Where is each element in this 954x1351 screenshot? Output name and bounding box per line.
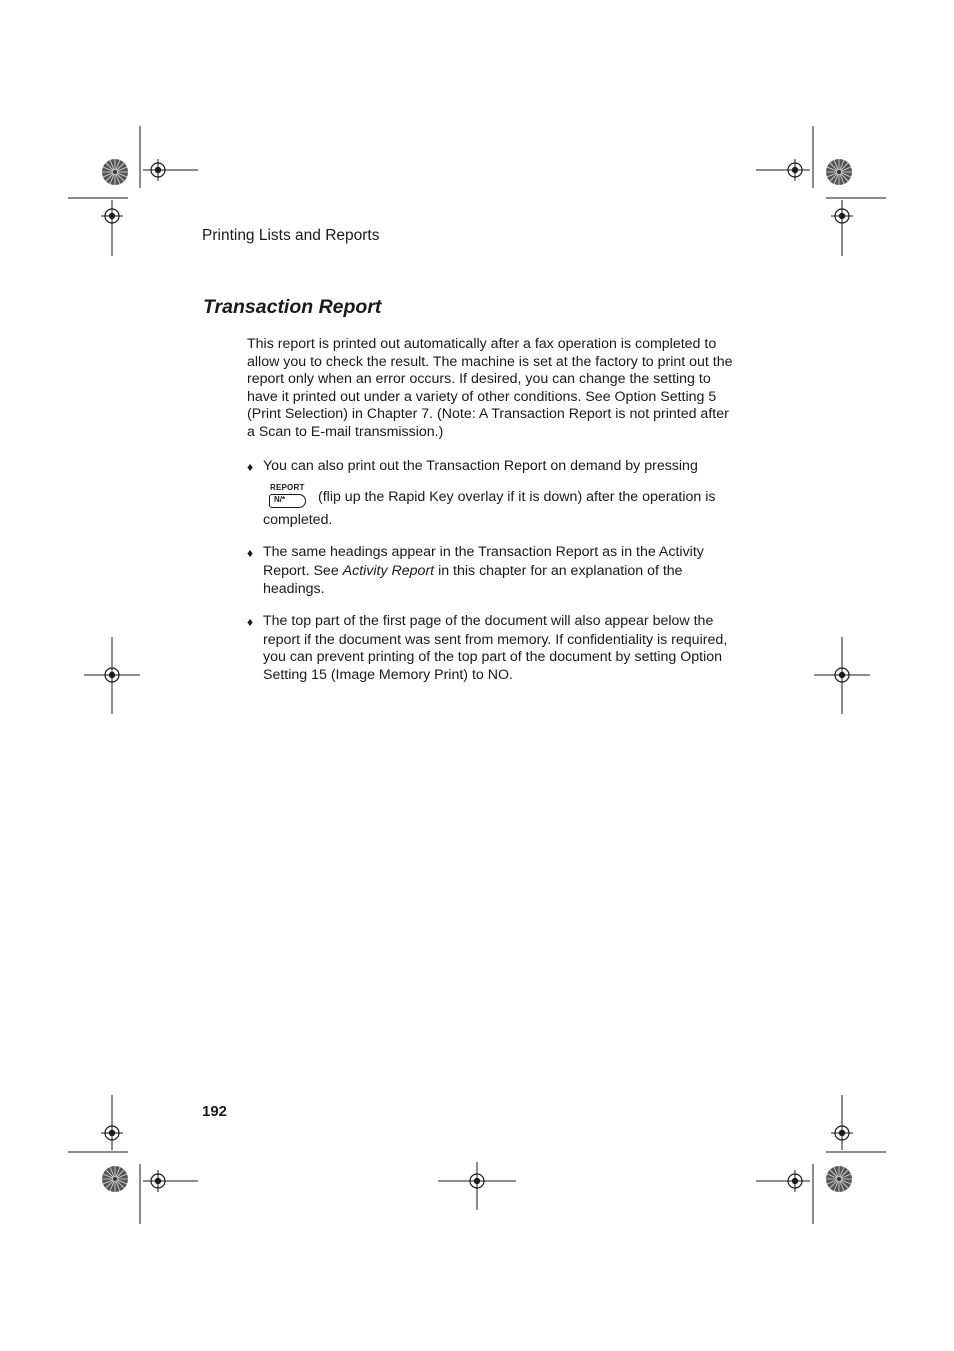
bullet-text: report if the document was sent from memory. If confidentiality is required, <box>263 632 728 648</box>
crosshair-icon <box>101 205 123 227</box>
crosshair-icon <box>831 664 853 686</box>
registration-star-icon <box>102 1166 128 1192</box>
crosshair-icon <box>466 1170 488 1192</box>
bullet-text: The same headings appear in the Transaction Report as in the Activity <box>263 544 704 560</box>
registration-star-icon <box>102 159 128 185</box>
report-key-cap <box>269 494 306 508</box>
crosshair-icon <box>147 1170 169 1192</box>
running-head: Printing Lists and Reports <box>202 227 380 244</box>
crosshair-icon <box>784 159 806 181</box>
bullet-text: Setting 15 (Image Memory Print) to NO. <box>263 667 513 683</box>
crosshair-icon <box>101 1122 123 1144</box>
bullet-text: completed. <box>263 512 333 528</box>
bullet-diamond-icon: ♦ <box>247 546 254 560</box>
bullet-text: you can prevent printing of the top part of the document by setting Option <box>263 649 723 665</box>
intro-paragraph <box>247 336 747 442</box>
report-key-icon <box>269 483 309 511</box>
cross-reference: Activity Report <box>342 563 435 579</box>
intro-line: a Scan to E-mail transmission.) <box>247 423 444 440</box>
intro-line: have it printed out under a variety of other conditions. See Option Setting 5 <box>247 388 717 405</box>
report-key-label: REPORT <box>270 483 305 492</box>
bullet-text <box>263 562 683 580</box>
crosshair-icon <box>831 1122 853 1144</box>
crosshair-icon <box>147 159 169 181</box>
section-title: Transaction Report <box>203 296 382 318</box>
registration-star-icon <box>826 1166 852 1192</box>
crosshair-icon <box>831 205 853 227</box>
report-key-cap-label: N/* <box>274 495 286 504</box>
bullet-text: (flip up the Rapid Key overlay if it is down) after the operation is <box>318 489 716 505</box>
bullet-text-segment: Report. See <box>263 563 343 579</box>
bullet-text: headings. <box>263 581 325 597</box>
crosshair-icon <box>784 1170 806 1192</box>
intro-line: This report is printed out automatically after a fax operation is completed to <box>247 336 717 352</box>
bullet-diamond-icon: ♦ <box>247 615 254 629</box>
crosshair-icon <box>101 664 123 686</box>
bullet-text: You can also print out the Transaction Report on demand by pressing <box>263 458 698 474</box>
bullet-diamond-icon: ♦ <box>247 460 254 474</box>
intro-line: report only when an error occurs. If desired, you can change the setting to <box>247 371 711 388</box>
page-number: 192 <box>202 1103 228 1120</box>
registration-star-icon <box>826 159 852 185</box>
intro-line: (Print Selection) in Chapter 7. (Note: A Transaction Report is not printed after <box>247 406 729 423</box>
bullet-text-segment: in this chapter for an explanation of the <box>434 563 683 579</box>
bullet-text: The top part of the first page of the document will also appear below the <box>263 613 714 629</box>
intro-line: allow you to check the result. The machine is set at the factory to print out the <box>247 353 733 370</box>
